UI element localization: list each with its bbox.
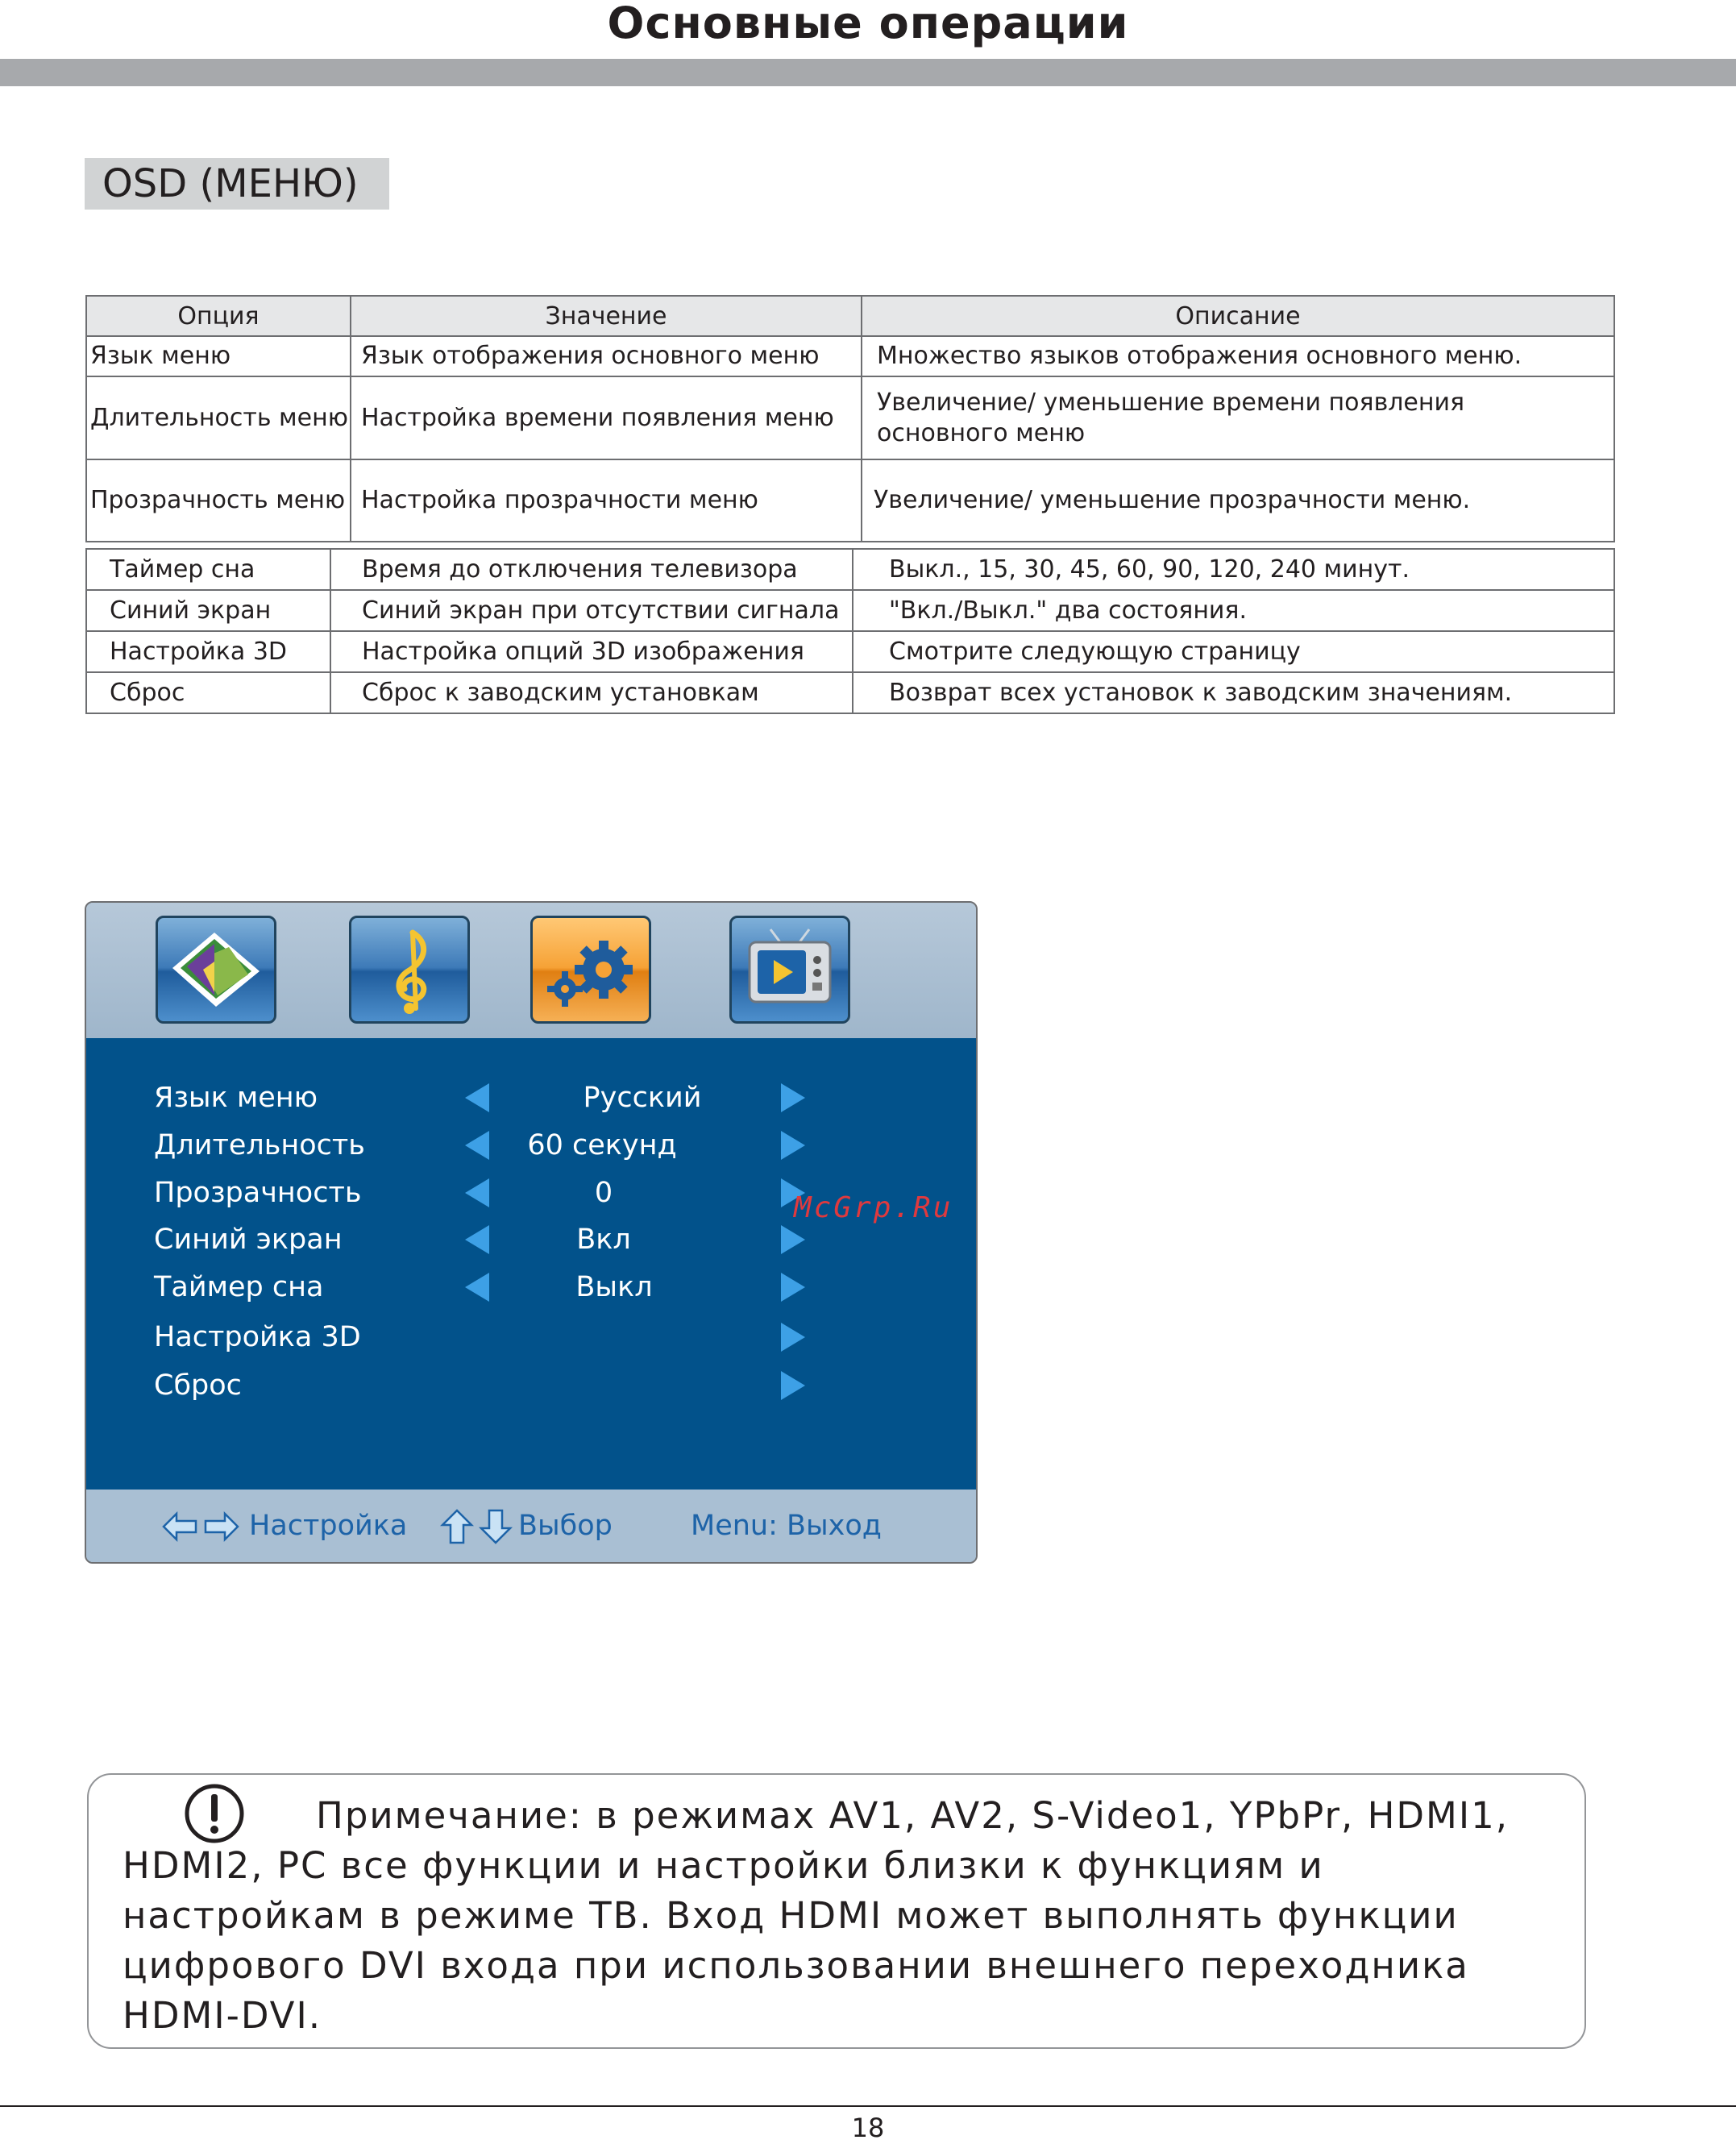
table-cell: Настройка времени появления меню — [351, 376, 862, 459]
arrow-right-icon[interactable] — [781, 1371, 805, 1400]
table-cell: Время до отключения телевизора — [330, 549, 853, 590]
options-table — [85, 295, 1615, 542]
osd-item-3d-settings[interactable] — [86, 1316, 976, 1358]
note-line-1: Примечание: в режимах AV1, AV2, S-Video1, YPbPr, HDMI1, — [316, 1794, 1510, 1837]
table-cell: Настройка опций 3D изображения — [330, 631, 853, 672]
note-box — [87, 1773, 1586, 2049]
osd-item-label: Настройка 3D — [154, 1321, 361, 1353]
osd-item-value: 60 секунд — [527, 1129, 677, 1161]
audio-tab[interactable] — [349, 916, 470, 1024]
table-cell: Сброс — [86, 672, 330, 713]
table-cell: Язык отображения основного меню — [351, 336, 862, 376]
arrow-right-icon[interactable] — [781, 1083, 805, 1112]
header-bar — [0, 59, 1736, 86]
arrow-right-icon[interactable] — [781, 1225, 805, 1254]
osd-item-blue-screen[interactable] — [86, 1219, 976, 1261]
note-text — [123, 1791, 1573, 2041]
table-row — [86, 672, 1614, 713]
osd-item-label: Прозрачность — [154, 1177, 362, 1209]
arrow-right-icon[interactable] — [781, 1131, 805, 1160]
osd-item-menu-duration[interactable] — [86, 1124, 976, 1166]
osd-item-label: Синий экран — [154, 1224, 343, 1256]
table-cell: Смотрите следующую страницу — [853, 631, 1614, 672]
picture-tab[interactable] — [156, 916, 276, 1024]
extra-options-table — [85, 548, 1615, 714]
table-cell: Настройка 3D — [86, 631, 330, 672]
osd-menu — [85, 901, 978, 1564]
table-row — [86, 590, 1614, 631]
arrow-right-icon[interactable] — [781, 1323, 805, 1352]
picture-icon — [158, 918, 274, 1021]
setup-tab[interactable] — [530, 916, 651, 1024]
table-cell: Настройка прозрачности меню — [351, 459, 862, 542]
table-row — [86, 459, 1614, 542]
page-number: 18 — [851, 2113, 885, 2143]
table-row — [86, 336, 1614, 376]
osd-item-label: Таймер сна — [154, 1271, 324, 1303]
osd-item-label: Язык меню — [154, 1082, 318, 1114]
arrow-left-icon[interactable] — [465, 1083, 489, 1112]
osd-item-value: Выкл — [575, 1271, 653, 1303]
tv-icon — [732, 918, 848, 1021]
table-cell: Синий экран — [86, 590, 330, 631]
section-label: OSD (МЕНЮ) — [85, 158, 389, 210]
hint-exit: Menu: Выход — [691, 1510, 882, 1542]
osd-item-label: Длительность — [154, 1129, 365, 1161]
table-cell: Выкл., 15, 30, 45, 60, 90, 120, 240 минут. — [853, 549, 1614, 590]
osd-item-label: Сброс — [154, 1369, 242, 1402]
note-body: HDMI2, PC все функции и настройки близки к функциям и настройкам в режиме ТВ. Вход HDMI может выполнять функции цифрового DVI входа при использовании внешнего переходника HDMI-DVI. — [123, 1844, 1469, 2037]
music-note-icon — [351, 918, 467, 1021]
column-header: Описание — [862, 296, 1614, 336]
osd-hint-bar — [86, 1490, 976, 1562]
hint-adjust: Настройка — [249, 1510, 408, 1542]
table-cell: Синий экран при отсутствии сигнала — [330, 590, 853, 631]
column-header: Опция — [86, 296, 351, 336]
left-right-arrows-icon — [160, 1509, 241, 1544]
table-cell: "Вкл./Выкл." два состояния. — [853, 590, 1614, 631]
table-row — [86, 631, 1614, 672]
table-cell: Таймер сна — [86, 549, 330, 590]
tv-tab[interactable] — [729, 916, 850, 1024]
column-header: Значение — [351, 296, 862, 336]
table-row — [86, 376, 1614, 459]
arrow-right-icon[interactable] — [781, 1273, 805, 1302]
footer-rule — [0, 2105, 1736, 2107]
osd-item-menu-language[interactable] — [86, 1077, 976, 1119]
osd-settings-list — [86, 1038, 976, 1490]
osd-item-reset[interactable] — [86, 1365, 976, 1406]
table-cell: Множество языков отображения основного меню. — [862, 336, 1614, 376]
osd-item-sleep-timer[interactable] — [86, 1266, 976, 1308]
table-row — [86, 549, 1614, 590]
table-cell: Увеличение/ уменьшение времени появления основного меню — [862, 376, 1614, 459]
hint-select: Выбор — [518, 1510, 613, 1542]
osd-item-value: Русский — [583, 1082, 702, 1114]
table-cell: Язык меню — [86, 336, 351, 376]
arrow-left-icon[interactable] — [465, 1273, 489, 1302]
osd-item-value: Вкл — [576, 1224, 631, 1256]
osd-tab-bar — [86, 903, 976, 1038]
table-cell: Возврат всех установок к заводским значениям. — [853, 672, 1614, 713]
osd-item-value: 0 — [594, 1177, 613, 1209]
page-title: Основные операции — [607, 0, 1129, 48]
up-down-arrows-icon — [438, 1507, 517, 1546]
watermark: McGrp.Ru — [794, 1191, 953, 1224]
table-cell: Длительность меню — [86, 376, 351, 459]
gears-icon — [533, 918, 649, 1021]
table-cell: Прозрачность меню — [86, 459, 351, 542]
table-header-row — [86, 296, 1614, 336]
table-cell: Сброс к заводским установкам — [330, 672, 853, 713]
table-cell: Увеличение/ уменьшение прозрачности меню. — [862, 459, 1614, 542]
